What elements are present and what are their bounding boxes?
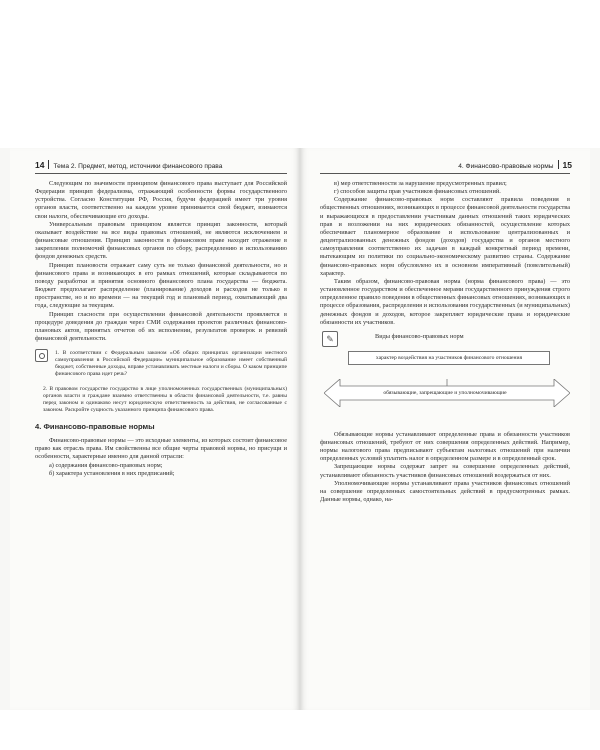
paragraph: Универсальным правовым принципом является принцип законности, который оказывает воздействие на все виды правовых отношений, не являются исключением и финансовые отношения. Принцип законности в финансовом праве находит отражение в закреплении полномочий финансовых органов по сбору, распределению и использованию фондов денежных средств. xyxy=(35,220,287,261)
left-running-head: Тема 2. Предмет, метод, источники финансового права xyxy=(53,163,223,170)
paragraph: Принцип плановости отражает саму суть не только финансовой деятельности, но и финансового права и возникающих в его рамках отношений, которые складываются по поводу разработки и принятия основного финансового плана государства — бюджета. Бюджет предполагает распределение (планирование) доходов и расходов не только в пространстве, но и во времени — на текущий год и плановый период, охватывающий два года, следующие за текущим. xyxy=(35,261,287,310)
pencil-icon: ✎ xyxy=(322,331,338,347)
list-item: а) содержания финансово-правовых норм; xyxy=(49,461,163,469)
right-running-header xyxy=(458,160,572,170)
question-block xyxy=(35,350,287,378)
left-running-header xyxy=(35,160,222,170)
section-heading: 4. Финансово-правовые нормы xyxy=(35,421,155,431)
header-divider xyxy=(48,160,49,169)
paragraph: Финансово-правовые нормы — это исходные элементы, из которых состоит финансовое право как отрасль права. Им свойственны все общие черты правовой нормы, но присущи и особенности, характерные именно для данной отрасли: xyxy=(35,437,287,461)
left-page-number: 14 xyxy=(35,160,45,170)
question-block xyxy=(35,386,287,414)
header-rule xyxy=(35,173,287,174)
paragraph: Содержание финансово-правовых норм составляют правила поведения в общественных отношениях, возникающих в процессе финансовой деятельности государства и выражающихся в предоставлении участникам данных отношений таких юридических прав и возложении на них юридических обязанностей, осуществление которых обеспечивает планомерное образование и использование централизованных и децентрализованных денежных фондов (доходов) государства и органов местного самоуправления соответственно их задачам в каждый конкретный период времени, вытекающим из политики по социально-экономическому развитию страны. Содержание финансово-правовых норм обусловлено их в основном императивный (повелительный) характер. xyxy=(320,196,570,277)
question-icon xyxy=(35,349,48,362)
paragraph: Таким образом, финансово-правовая норма (норма финансового права) — это установленное государством и обеспеченное мерами государственного принуждения строго определенное правило поведения в общественных финансовых отношениях, возникающих в процессе образования, распределения и использования государственных (и муниципальных) денежных фондов и доходов, которое закрепляет юридические права и юридические обязанности их участников. xyxy=(320,277,570,326)
question-text: 1. В соответствии с Федеральным законом «Об общих принципах организации местного самоуправления в Российской Федерации» муниципальное образование имеет собственный бюджет, собственные доходы, вправе устанавливать местные налоги и сборы. О каком принципе финансового права идет речь? xyxy=(55,350,287,378)
paragraph: Уполномочивающие нормы устанавливают права участников финансовых отношений на совершение определенных самостоятельных действий в предусмотренных рамках. Данные нормы, однако, на- xyxy=(320,479,570,504)
list-item: б) характера установления в них предписаний; xyxy=(49,469,175,477)
header-rule xyxy=(320,173,570,174)
paragraph: Запрещающие нормы содержат запрет на совершение определенных действий, устанавливают обязанность участников финансовых отношений воздержаться от них. xyxy=(320,463,570,479)
right-text-column xyxy=(320,180,570,504)
list-item: г) способов защиты прав участников финансовых отношений. xyxy=(334,188,501,196)
paragraph: Обязывающие нормы устанавливают определенные права и обязанности участников финансовых отношений, требуют от них совершения определенных действий. Например, нормы налогового права предписывают субъектам налоговых отношений при наличии определенных условий уплатить налог в определенном размере и в определенный срок. xyxy=(320,430,570,463)
left-text-column xyxy=(35,180,287,478)
diagram-arrow-label: обязывающие, запрещающие и уполномочивающие xyxy=(383,389,507,396)
book-spread xyxy=(0,148,600,710)
norm-types-diagram xyxy=(320,331,570,425)
paragraph: Принцип гласности при осуществлении финансовой деятельности проявляется в процедуре доведения до граждан через СМИ содержания проектов различных финансово-плановых актов, принятых отчетов об их исполнении, результатов проверок и ревизий финансовой деятельности. xyxy=(35,310,287,342)
question-text: 2. В правовом государстве государство в лице уполномоченных государственных (муниципальных) органов власти и граждане взаимно ответственны в области финансовой деятельности, т.е. равны перед законом и одинаково несут юридическую ответственность за действия, не согласованные с законом. Раскройте сущность указанного принципа финансового права. xyxy=(43,385,287,413)
diagram-box: характер воздействия на участников финансового отношения xyxy=(348,351,550,365)
right-page xyxy=(300,148,590,710)
right-running-head: 4. Финансово-правовые нормы xyxy=(458,163,554,170)
right-page-number: 15 xyxy=(562,160,572,170)
header-divider xyxy=(558,160,559,169)
paragraph: Следующим по значимости принципом финансового права выступает для Российской Федерации принцип федерализма, отражающий особенности формы государственного устройства. Согласно Конституции РФ, Россия, будучи федерацией имеет три уровня органов власти, соответственно на каждом уровне принимается свой бюджет, взимаются свои налоги, обеспечивающие его доходы. xyxy=(35,180,287,220)
left-page xyxy=(10,148,300,710)
list-item: в) мер ответственности за нарушение предусмотренных правил; xyxy=(334,180,507,187)
diagram-title: Виды финансово-правовых норм xyxy=(375,332,464,340)
